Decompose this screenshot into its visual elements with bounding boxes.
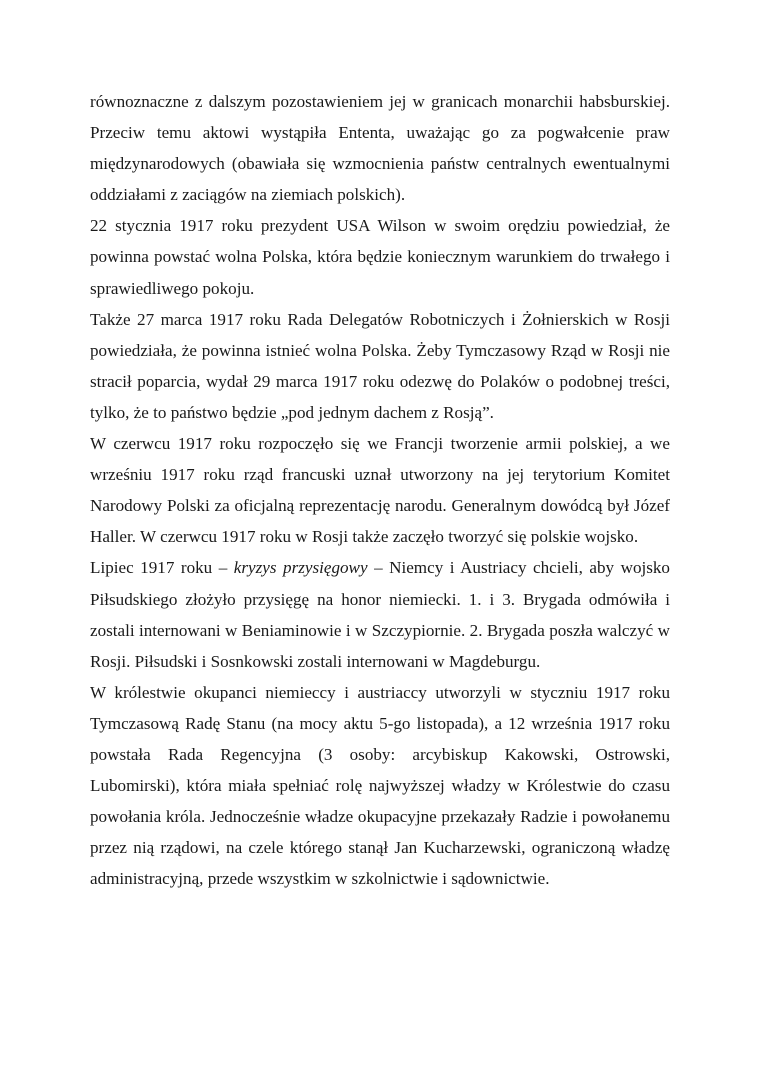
paragraph-polish-army-france: W czerwcu 1917 roku rozpoczęło się we Francji tworzenie armii polskiej, a we wrześniu 1917 roku rząd francuski uznał utworzony na jej terytorium Komitet Narodowy Polski za oficjalną reprezentację narodu. Generalnym dowódcą był Józef Haller. W czerwcu 1917 roku w Rosji także zaczęło tworzyć się polskie wojsko. [90,434,670,547]
paragraph-russian-council: Także 27 marca 1917 roku Rada Delegatów Robotniczych i Żołnierskich w Rosji powiedziała, że powinna istnieć wolna Polska. Żeby Tymczasowy Rząd w Rosji nie stracił poparcia, wydał 29 marca 1917 roku odezwę do Polaków o podobnej treści, tylko, że to państwo będzie „pod jednym dachem z Rosją”. [90,309,670,422]
document-page [90,86,670,894]
oath-crisis-lead: Lipiec 1917 roku – [90,558,234,578]
oath-crisis-body: – Niemcy i Austriacy chcieli, aby wojsko Piłsudskiego złożyło przysięgę na honor niemiecki. 1. i 3. Brygada odmówiła i zostali internowani w Beniaminowie i w Szczypiornie. 2. Brygada poszła walczyć w Rosji. Piłsudski i Sosnkowski zostali internowani w Magdeburgu. [90,558,670,671]
paragraph-oath-crisis [90,552,670,676]
paragraph-act-consequences: równoznaczne z dalszym pozostawieniem jej w granicach monarchii habsburskiej. Przeciw temu aktowi wystąpiła Ententa, uważając go za pogwałcenie praw międzynarodowych (obawiała się wzmocnienia państw centralnych ewentualnymi oddziałami z zaciągów na ziemiach polskich). [90,92,670,205]
oath-crisis-term: kryzys przysięgowy [233,558,368,578]
paragraph-regency-council: W królestwie okupanci niemieccy i austriaccy utworzyli w styczniu 1917 roku Tymczasową Radę Stanu (na mocy aktu 5-go listopada), a 12 września 1917 roku powstała Rada Regencyjna (3 osoby: arcybiskup Kakowski, Ostrowski, Lubomirski), która miała spełniać rolę najwyższej władzy w Królestwie do czasu powołania króla. Jednocześnie władze okupacyjne przekazały Radzie i powołanemu przez nią rządowi, na czele którego stanął Jan Kucharzewski, ograniczoną władzę administracyjną, przede wszystkim w szkolnictwie i sądownictwie. [90,682,670,889]
paragraph-wilson-address: 22 stycznia 1917 roku prezydent USA Wilson w swoim orędziu powiedział, że powinna powstać wolna Polska, która będzie koniecznym warunkiem do trwałego i sprawiedliwego pokoju. [90,216,670,298]
